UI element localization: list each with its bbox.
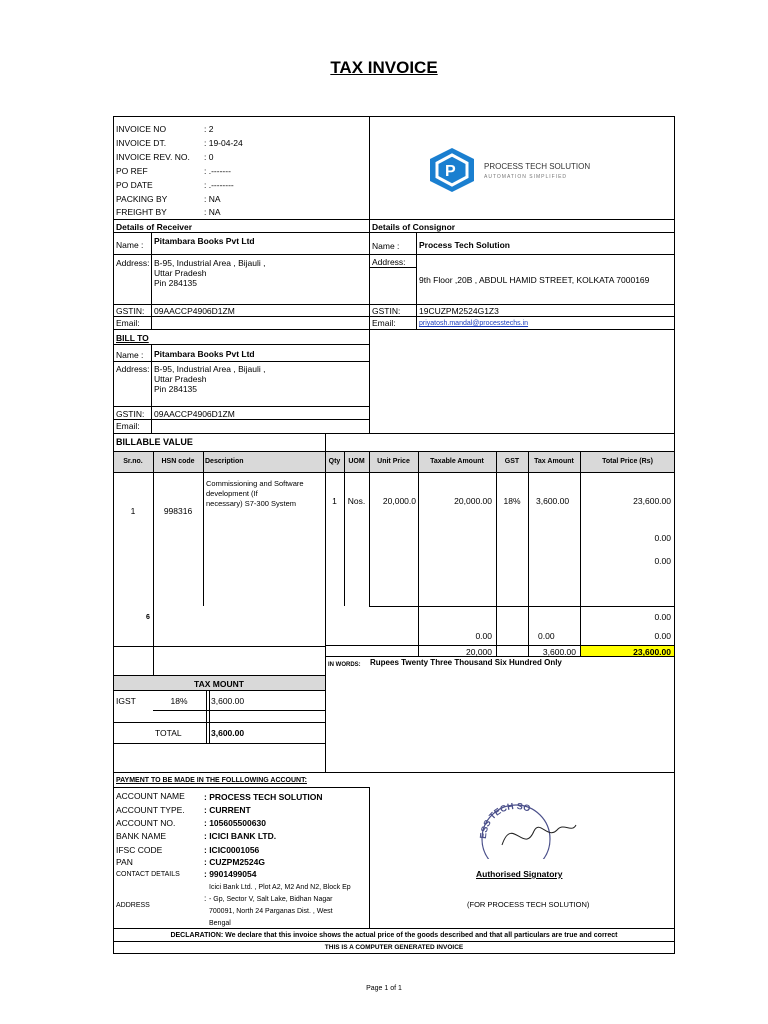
tax-rate: 18%: [170, 696, 188, 706]
divider: [416, 232, 417, 329]
row-total: 23,600.00: [633, 496, 671, 506]
col-hsn: HSN code: [161, 458, 195, 465]
receiver-address-1: B-95, Industrial Area , Bijauli ,: [154, 258, 266, 268]
divider: [113, 329, 675, 330]
tax-total-label: TOTAL: [155, 728, 182, 738]
col-tax-amount: Tax Amount: [534, 458, 574, 465]
consignor-heading: Details of Consignor: [372, 222, 456, 232]
bill-to-email-label: Email:: [116, 421, 140, 431]
account-no-value: : 105605500630: [204, 818, 266, 828]
account-type-value: : CURRENT: [204, 805, 251, 815]
sum-tax: 3,600.00: [542, 647, 576, 657]
total-value: 0.00: [654, 556, 671, 566]
bill-to-name: Pitambara Books Pvt Ltd: [154, 349, 255, 359]
bill-to-gstin-label: GSTIN:: [116, 409, 145, 419]
invoice-rev-label: INVOICE REV. NO.: [116, 152, 190, 162]
divider: [369, 606, 675, 607]
consignor-address-label: Address:: [372, 257, 406, 267]
bill-to-address-3: Pin 284135: [154, 384, 198, 394]
consignor-email-label: Email:: [372, 318, 396, 328]
company-seal: [478, 795, 578, 864]
receiver-heading: Details of Receiver: [116, 222, 193, 232]
contact-value: : 9901499054: [204, 869, 257, 879]
row-uom: Nos.: [347, 496, 366, 506]
bill-to-heading: BILL TO: [116, 333, 149, 343]
consignor-gstin-label: GSTIN:: [372, 306, 401, 316]
bank-address-label: ADDRESS: [116, 902, 150, 909]
tax-heading: TAX MOUNT: [194, 679, 244, 689]
receiver-address-label: Address:: [116, 258, 150, 268]
bank-heading: PAYMENT TO BE MADE IN THE FOLLLOWING ACCOUNT:: [116, 777, 307, 784]
divider: [528, 451, 529, 656]
row-desc-1: Commissioning and Software: [206, 479, 304, 488]
divider: [369, 254, 675, 255]
account-type-label: ACCOUNT TYPE.: [116, 805, 185, 815]
bank-address-colon: :: [204, 893, 207, 903]
divider: [113, 254, 369, 255]
divider: [369, 267, 416, 268]
bank-address-2: - Gp, Sector V, Salt Lake, Bidhan Nagar: [209, 896, 333, 903]
receiver-address-2: Uttar Pradesh: [154, 268, 207, 278]
row-tax-amount: 3,600.00: [536, 496, 570, 506]
svg-text:P: P: [445, 163, 456, 180]
seal-stamp-icon: [478, 795, 578, 859]
divider: [369, 451, 370, 606]
divider: [113, 419, 369, 420]
divider: [418, 451, 419, 656]
invoice-no-label: INVOICE NO: [116, 124, 167, 134]
divider: [113, 316, 675, 317]
divider: [209, 690, 210, 744]
ifsc-value: : ICIC0001056: [204, 845, 260, 855]
declaration: DECLARATION: We declare that this invoice shows the actual price of the goods described and that all particulars are true and correct: [170, 932, 618, 939]
row-qty: 1: [332, 496, 337, 506]
divider: [113, 690, 325, 691]
row-gst: 18%: [503, 496, 521, 506]
sum-taxable: 20,000: [466, 647, 492, 657]
receiver-gstin: 09AACCP4906D1ZM: [154, 306, 235, 316]
row-desc-2: development (If: [206, 489, 258, 498]
po-ref-value: : .-------: [204, 166, 231, 176]
invoice-date-label: INVOICE DT.: [116, 138, 167, 148]
divider: [113, 743, 325, 744]
divider: [113, 941, 675, 942]
in-words-label: IN WORDS:: [328, 662, 361, 668]
company-logo: [424, 146, 591, 197]
zero-tax: 0.00: [538, 631, 555, 641]
invoice-rev-value: : 0: [204, 152, 214, 162]
freight-value: : NA: [204, 207, 221, 217]
po-date-value: : .--------: [204, 180, 234, 190]
account-no-label: ACCOUNT NO.: [116, 818, 176, 828]
row-unit-price: 20,000.0: [382, 496, 416, 506]
col-total: Total Price (Rs): [602, 458, 653, 465]
bank-address-1: Icici Bank Ltd. , Plot A2, M2 And N2, Block Ep: [209, 884, 351, 891]
receiver-address-3: Pin 284135: [154, 278, 198, 288]
consignor-name: Process Tech Solution: [419, 240, 511, 250]
col-taxable: Taxable Amount: [430, 458, 484, 465]
total-value: 0.00: [654, 612, 671, 622]
bank-name-label: BANK NAME: [116, 831, 167, 841]
bill-to-gstin: 09AACCP4906D1ZM: [154, 409, 235, 419]
zero-taxable: 0.00: [475, 631, 492, 641]
contact-label: CONTACT DETAILS: [116, 871, 180, 878]
in-words-value: Rupees Twenty Three Thousand Six Hundred Only: [370, 658, 562, 667]
row-sr: 1: [130, 506, 136, 516]
divider: [325, 451, 326, 656]
divider: [496, 451, 497, 656]
po-ref-label: PO REF: [116, 166, 148, 176]
divider: [369, 116, 370, 434]
col-gst: GST: [504, 458, 520, 465]
signatory-for: (FOR PROCESS TECH SOLUTION): [467, 900, 590, 909]
account-name-label: ACCOUNT NAME: [116, 791, 185, 801]
divider: [113, 304, 675, 305]
grand-total: 23,600.00: [633, 647, 671, 657]
divider: [113, 928, 675, 929]
account-name-value: : PROCESS TECH SOLUTION: [204, 792, 323, 802]
bill-to-address-1: B-95, Industrial Area , Bijauli ,: [154, 364, 266, 374]
row-desc-3: necessary) S7-300 System: [206, 499, 297, 508]
page-title: TAX INVOICE: [330, 58, 438, 77]
freight-label: FREIGHT BY: [116, 207, 167, 217]
tax-amount: 3,600.00: [211, 696, 245, 706]
computer-generated-note: THIS IS A COMPUTER GENERATED INVOICE: [324, 944, 464, 951]
divider: [325, 656, 675, 657]
logo-mark-icon: [424, 146, 480, 192]
page-number: Page 1 of 1: [366, 985, 402, 992]
pan-value: : CUZPM2524G: [204, 857, 265, 867]
divider: [113, 219, 675, 220]
receiver-email-label: Email:: [116, 318, 140, 328]
divider: [153, 710, 325, 711]
signatory-label: Authorised Signatory: [476, 869, 563, 879]
divider: [580, 451, 581, 656]
packing-value: : NA: [204, 194, 221, 204]
divider: [113, 646, 325, 647]
total-value: 0.00: [654, 533, 671, 543]
col-unit-price: Unit Price: [377, 458, 410, 465]
divider: [369, 787, 370, 928]
row-taxable: 20,000.00: [454, 496, 492, 506]
invoice-date-value: : 19-04-24: [204, 138, 243, 148]
col-sr: Sr.no.: [123, 458, 143, 465]
receiver-gstin-label: GSTIN:: [116, 306, 145, 316]
tax-total: 3,600.00: [211, 728, 245, 738]
divider: [153, 451, 154, 676]
divider: [113, 772, 675, 773]
total-value: 0.00: [654, 631, 671, 641]
divider: [206, 690, 207, 744]
divider: [113, 722, 325, 723]
divider: [113, 787, 369, 788]
ifsc-label: IFSC CODE: [116, 845, 163, 855]
divider: [325, 656, 326, 772]
bank-address-4: Bengal: [209, 920, 231, 927]
bill-to-address-label: Address:: [116, 364, 150, 374]
consignor-name-label: Name :: [372, 241, 400, 251]
divider: [344, 451, 345, 606]
packing-label: PACKING BY: [116, 194, 168, 204]
divider: [151, 232, 152, 329]
logo-company: PROCESS TECH SOLUTION: [484, 162, 591, 171]
seal-text: ESS TECH SO: [478, 800, 532, 840]
col-uom: UOM: [348, 458, 365, 465]
divider: [325, 433, 326, 451]
consignor-address: 9th Floor ,20B , ABDUL HAMID STREET, KOLKATA 7000169: [419, 275, 650, 285]
divider: [113, 433, 675, 434]
consignor-gstin: 19CUZPM2524G1Z3: [419, 306, 499, 316]
bank-address-3: 700091, North 24 Parganas Dist. , West: [209, 908, 333, 915]
row-six: 6: [146, 614, 150, 621]
col-qty: Qty: [328, 458, 341, 465]
tax-type: IGST: [116, 696, 136, 706]
divider: [113, 406, 369, 407]
consignor-email[interactable]: priyatosh.mandal@processtechs.in: [419, 320, 529, 327]
row-hsn: 998316: [163, 506, 193, 516]
receiver-name: Pitambara Books Pvt Ltd: [154, 236, 255, 246]
bank-name-value: : ICICI BANK LTD.: [204, 831, 277, 841]
svg-text:ESS TECH SO: [478, 801, 532, 839]
billable-heading: BILLABLE VALUE: [116, 437, 193, 447]
divider: [113, 232, 675, 233]
divider: [203, 451, 204, 606]
po-date-label: PO DATE: [116, 180, 153, 190]
invoice-no-value: : 2: [204, 124, 214, 134]
divider: [113, 361, 369, 362]
col-description: Description: [205, 458, 244, 465]
bill-to-address-2: Uttar Pradesh: [154, 374, 207, 384]
pan-label: PAN: [116, 857, 133, 867]
bill-to-name-label: Name :: [116, 350, 144, 360]
logo-tagline: AUTOMATION SIMPLIFIED: [484, 174, 568, 180]
receiver-name-label: Name :: [116, 240, 144, 250]
divider: [151, 344, 152, 434]
